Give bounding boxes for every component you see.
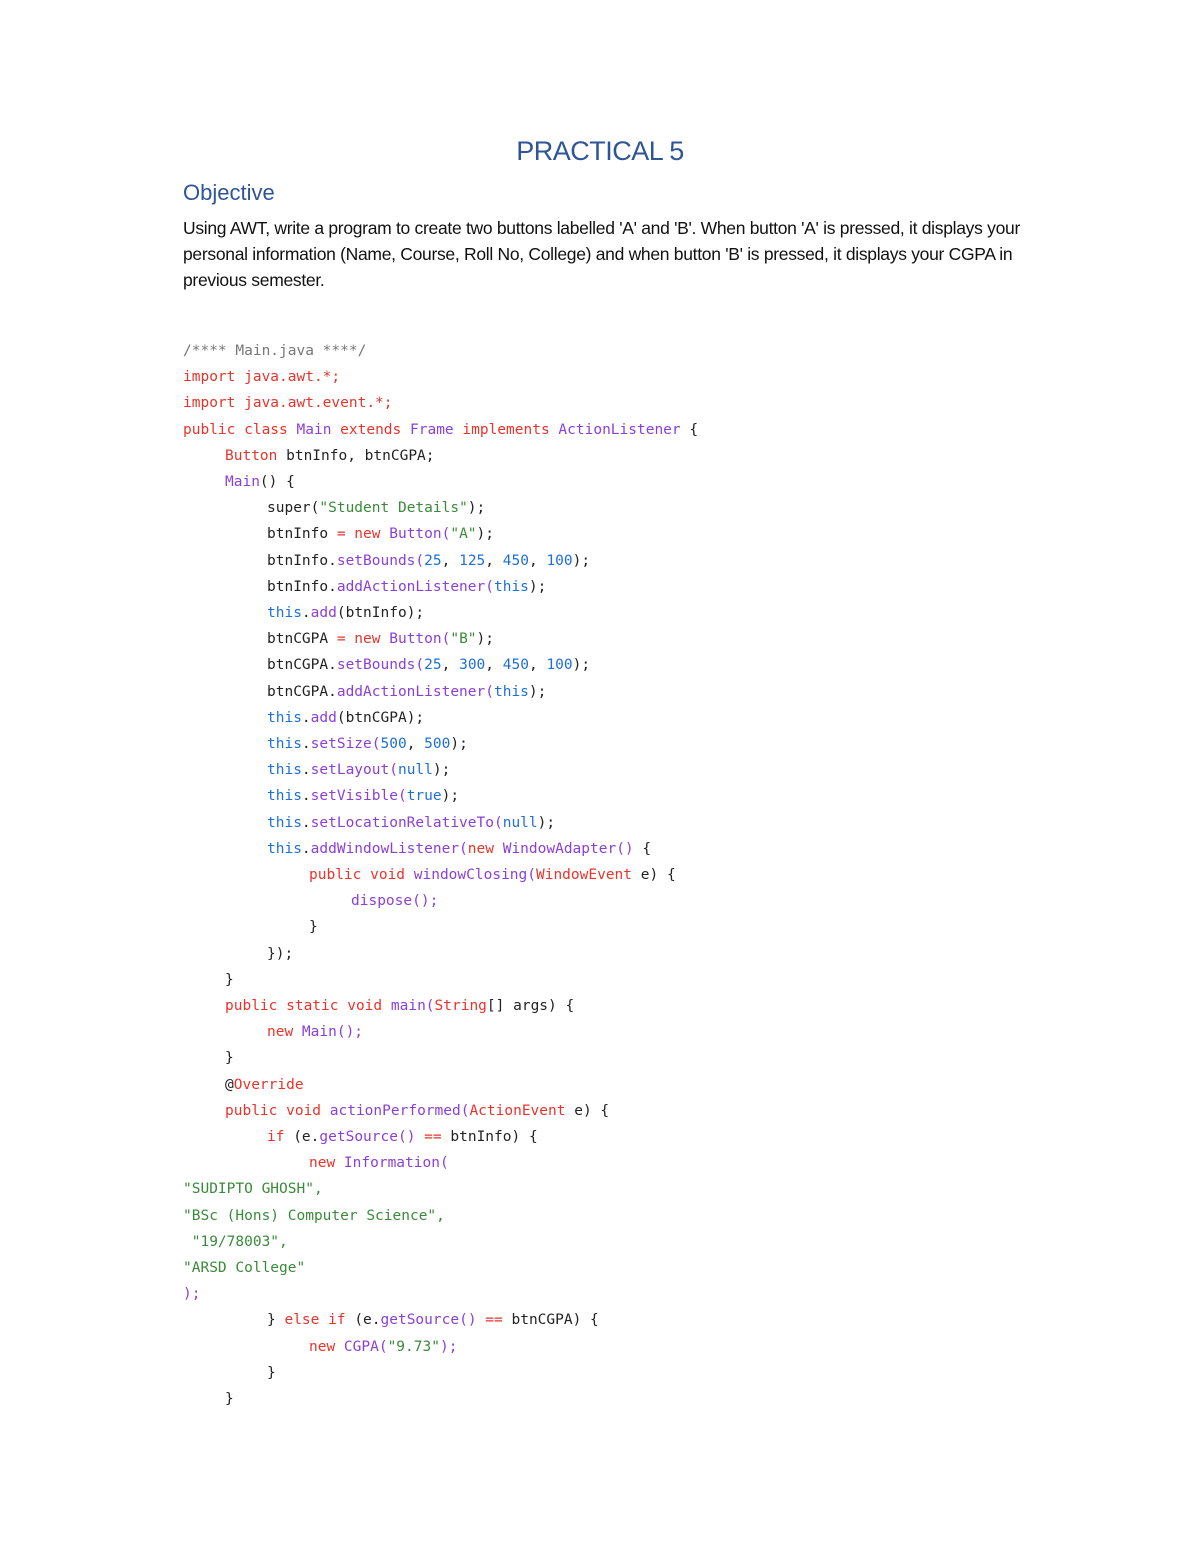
code-token: );: [450, 736, 468, 752]
code-line: [309, 1337, 457, 1357]
code-token: "19/78003",: [183, 1233, 288, 1250]
code-token: ,: [485, 552, 503, 569]
code-line: [225, 1048, 234, 1068]
code-token: getSource(): [319, 1129, 425, 1145]
code-token: dispose();: [351, 893, 439, 910]
code-token: = new: [336, 631, 390, 648]
code-line: [225, 1389, 234, 1409]
code-line: [267, 1022, 363, 1042]
code-line: [225, 472, 295, 492]
code-line: [183, 420, 698, 440]
code-token: );: [183, 1286, 201, 1303]
code-token: Main: [225, 474, 260, 490]
code-token: import java.awt.*;: [183, 369, 341, 386]
objective-heading: Objective: [183, 180, 275, 205]
code-token: }: [225, 1391, 234, 1407]
code-token: );: [572, 657, 591, 674]
code-token: [] args) {: [486, 998, 575, 1014]
code-line: [225, 1101, 609, 1121]
code-token: Main();: [301, 1024, 364, 1041]
code-token: public class: [183, 421, 297, 438]
code-token: this: [267, 709, 302, 726]
code-token: );: [467, 500, 486, 517]
code-line: [183, 1179, 323, 1199]
code-token: ==: [485, 1312, 512, 1329]
code-token: e) {: [640, 867, 676, 883]
code-token: "9.73": [387, 1338, 440, 1355]
code-token: btnCGPA.: [267, 683, 337, 700]
code-token: this: [267, 814, 302, 831]
code-token: btnInfo, btnCGPA;: [286, 447, 435, 464]
code-token: {: [642, 840, 652, 857]
code-line: [183, 393, 393, 413]
code-token: new: [309, 1338, 344, 1355]
code-token: import java.awt.event.*;: [183, 395, 393, 412]
code-token: this: [267, 762, 302, 779]
code-token: btnCGPA) {: [511, 1312, 599, 1329]
code-token: setBounds(: [336, 552, 425, 569]
code-token: setBounds(: [336, 657, 425, 674]
code-token: .: [301, 605, 311, 621]
code-token: Button(: [389, 631, 451, 648]
code-token: btnInfo.: [267, 552, 337, 569]
code-token: }: [267, 1312, 285, 1329]
code-token: addWindowListener(: [310, 840, 468, 857]
code-token: btnInfo: [267, 526, 337, 543]
code-token: super(: [267, 500, 320, 517]
code-line: [267, 655, 590, 675]
code-token: }: [267, 1364, 276, 1381]
code-token: ActionEvent: [469, 1102, 575, 1119]
code-token: ActionListener: [558, 421, 690, 438]
code-token: (btnCGPA);: [336, 709, 425, 726]
code-token: );: [476, 526, 495, 543]
code-line: [183, 1206, 445, 1226]
code-token: else if: [284, 1312, 355, 1329]
code-token: .: [301, 709, 311, 726]
code-line: [309, 1153, 449, 1173]
code-token: 25: [424, 657, 442, 674]
code-token: );: [537, 814, 556, 831]
code-token: ,: [528, 657, 547, 674]
code-token: "BSc (Hons) Computer Science",: [183, 1207, 445, 1224]
code-token: () {: [259, 474, 295, 490]
code-token: setLayout(: [310, 762, 398, 779]
code-token: new: [467, 840, 503, 857]
code-token: .: [301, 814, 311, 831]
code-line: [183, 1232, 288, 1252]
code-token: = new: [336, 526, 390, 543]
code-token: extends: [340, 421, 410, 438]
code-line: [267, 813, 555, 833]
code-token: CGPA(: [343, 1338, 388, 1355]
code-line: [309, 917, 318, 937]
code-token: 100: [546, 657, 573, 674]
code-token: );: [528, 683, 547, 700]
code-token: String: [434, 998, 487, 1014]
code-token: 450: [502, 657, 529, 674]
code-token: );: [432, 762, 451, 779]
code-token: true: [406, 788, 442, 805]
code-token: "A": [450, 526, 477, 543]
code-line: [267, 551, 590, 571]
code-line: [225, 446, 435, 466]
code-token: @: [225, 1076, 234, 1093]
code-line: [225, 970, 234, 990]
code-token: addActionListener(: [336, 578, 494, 595]
code-line: [267, 603, 424, 623]
code-token: add: [310, 605, 337, 621]
code-token: public static void: [225, 998, 391, 1014]
code-token: ==: [424, 1129, 451, 1145]
code-token: "B": [450, 631, 477, 648]
code-token: setLocationRelativeTo(: [310, 814, 503, 831]
code-token: btnCGPA.: [267, 657, 337, 674]
code-token: 450: [502, 552, 529, 569]
code-token: this: [267, 788, 302, 805]
code-token: .: [301, 840, 311, 857]
code-token: this: [267, 605, 302, 621]
code-token: "Student Details": [319, 500, 468, 517]
code-token: WindowEvent: [535, 867, 641, 883]
code-token: e) {: [574, 1102, 610, 1119]
code-line: [225, 1075, 304, 1095]
code-line: [183, 341, 366, 361]
code-token: Button: [225, 447, 287, 464]
code-token: .: [301, 762, 311, 779]
code-token: WindowAdapter(): [502, 840, 643, 857]
code-token: new: [267, 1024, 302, 1041]
code-token: ,: [485, 657, 503, 674]
code-token: 300: [459, 657, 486, 674]
code-line: [267, 524, 494, 544]
code-token: );: [439, 1338, 458, 1355]
code-token: Main: [296, 421, 341, 438]
code-token: .: [301, 736, 311, 752]
code-token: .: [301, 788, 311, 805]
code-token: }: [309, 919, 318, 936]
code-token: public void: [225, 1102, 330, 1119]
code-token: ,: [528, 552, 547, 569]
code-line: [267, 682, 546, 702]
code-line: [267, 1363, 276, 1383]
code-token: {: [689, 421, 699, 438]
code-line: [267, 498, 485, 518]
code-token: this: [267, 840, 302, 857]
code-line: [267, 629, 494, 649]
code-token: );: [441, 788, 460, 805]
code-token: actionPerformed(: [329, 1102, 470, 1119]
code-token: public void: [309, 867, 414, 883]
code-line: [267, 760, 450, 780]
code-token: (e.: [354, 1312, 381, 1329]
code-line: [183, 1284, 200, 1304]
code-token: Frame: [410, 421, 463, 438]
code-token: add: [310, 709, 337, 726]
code-line: [267, 708, 424, 728]
code-line: [267, 839, 651, 859]
code-line: [183, 367, 340, 387]
code-token: null: [502, 814, 538, 831]
objective-paragraph: Using AWT, write a program to create two buttons labelled 'A' and 'B'. When button 'A' is pressed, it displays your personal information (Name, Course, Roll No, College) and when button 'B' is pressed, it displays your CGPA in previous semester.: [183, 218, 1020, 290]
code-token: "ARSD College": [183, 1260, 306, 1276]
code-token: implements: [462, 421, 559, 438]
code-token: this: [493, 683, 529, 700]
code-line: [267, 944, 293, 964]
code-token: "SUDIPTO GHOSH",: [183, 1181, 323, 1198]
code-token: );: [476, 631, 495, 648]
code-token: 500: [380, 736, 407, 752]
code-token: getSource(): [380, 1312, 486, 1329]
code-line: [183, 1258, 305, 1278]
code-token: setVisible(: [310, 788, 407, 805]
code-token: 500: [424, 736, 451, 752]
code-token: Override: [233, 1076, 304, 1093]
code-line: [351, 891, 438, 911]
code-token: ,: [406, 736, 425, 752]
code-token: main(: [390, 998, 435, 1014]
code-token: btnCGPA: [267, 631, 337, 648]
code-token: 125: [459, 552, 486, 569]
code-token: (btnInfo);: [336, 605, 425, 621]
code-token: windowClosing(: [413, 867, 536, 883]
code-token: btnInfo) {: [450, 1129, 538, 1145]
code-token: ,: [441, 657, 460, 674]
code-token: 100: [546, 552, 573, 569]
code-token: btnInfo.: [267, 578, 337, 595]
code-token: if: [267, 1129, 294, 1145]
code-token: );: [528, 578, 547, 595]
code-line: [225, 996, 574, 1016]
page-title: PRACTICAL 5: [516, 136, 684, 166]
code-line: [267, 577, 546, 597]
code-line: [267, 786, 459, 806]
code-token: ,: [441, 552, 460, 569]
code-token: addActionListener(: [336, 683, 494, 700]
code-line: [309, 865, 676, 885]
code-token: this: [493, 578, 529, 595]
code-token: (e.: [293, 1129, 320, 1145]
code-token: );: [572, 552, 591, 569]
code-token: });: [267, 945, 294, 962]
code-token: 25: [424, 552, 442, 569]
code-token: }: [225, 971, 234, 988]
code-token: this: [267, 736, 302, 752]
code-line: [267, 1310, 599, 1330]
code-token: new: [309, 1155, 344, 1172]
code-token: Information(: [343, 1155, 449, 1172]
code-token: setSize(: [310, 736, 381, 752]
code-token: null: [397, 762, 433, 779]
code-line: [267, 1127, 538, 1147]
code-token: Button(: [389, 526, 451, 543]
code-token: }: [225, 1050, 234, 1067]
code-line: [267, 734, 468, 754]
code-token: /**** Main.java ****/: [183, 343, 367, 359]
